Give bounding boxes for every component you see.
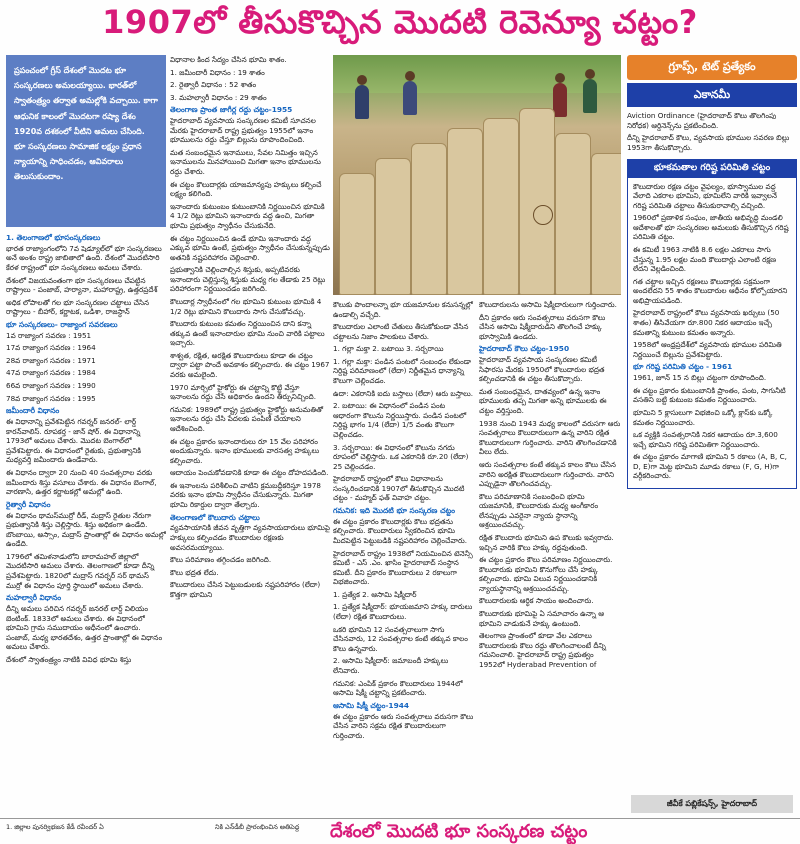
section-heading: ఆసామి షిక్మీ చట్టం-1944 [333, 700, 410, 710]
paragraph: 1. గల్లా మక్తా 2. బటాయి 3. సర్బరాయి [333, 344, 444, 354]
ceiling-act-body [628, 178, 796, 488]
paragraph: 47వ రాజ్యాంగ సవరణ : 1984 [6, 368, 96, 378]
column-2 [170, 55, 330, 602]
paragraph: ఈ విధానం థామస్‌ముర్రో రీడ్, మద్రాస్ రైతుల నేరుగా ప్రభుత్వానికి శిస్తు చెల్లిస్తారు. శిస్తు అధికంగా ఉండేది. బొంబాయి, అస్సాం, మద్రాస్ ప్రాంతాల్లో ఈ విధానం అమల్లో ఉండేది. [6, 510, 166, 549]
bullet-point: ఈ చట్టం ప్రకారం మాగాణి భూమిని 5 రకాలు (A, B, C, D, E)గా మెట్ట భూమిని మూడు రకాలు (F, G, H)గా వర్గీకరించారు. [633, 452, 787, 481]
paragraph: 3. సర్బరాయి: ఈ విధానంలో కౌలును నగదు రూపంలో చెల్లిస్తారు. ఒక ఎకరానికి రూ.20 (లేదా) 25 చెల్లించడం. [333, 442, 469, 471]
paragraph: శాశ్వత, రక్షిత, అరక్షిత కౌలుదారులు కూడా ఈ చట్టం ద్వారా పట్టా పొందే అవకాశం కల్పించారు. ఈ చట్టం 1967 వరకు అమలైంది. [170, 350, 330, 380]
paragraph: 1వ రాజ్యాంగ సవరణ : 1951 [6, 330, 92, 340]
publisher-credit: జీవీకే పబ్లికేషన్స్, హైదరాబాద్ [631, 795, 793, 813]
photo-background [333, 55, 621, 93]
paragraph: అధిక లోపాలతో గల భూ సంస్కరణల చట్టాలు చేసిన రాష్ట్రాలు - బీహార్, కర్ణాటక, ఒడిశా, రాజస్థాన్ [6, 297, 150, 317]
paragraph: ఈ విధానం ద్వారా 20 నుంచి 40 సంవత్సరాల వరకు జమీందారు శిస్తు వసూలు చేశారు. ఈ విధానం బెంగాల్, వారణాసి, ఉత్తర కర్ణాటకల్లో అమల్లో ఉంది. [6, 467, 157, 497]
paragraph: హైదరాబాద్ వ్యవసాయ సంస్కరణల కమిటీ సూచనల మేరకు హైదరాబాద్ రాష్ట్ర ప్రభుత్వం 1955లో ఇనాం భూములను రద్దు చేస్తూ బిల్లును రూపొందించింది. [170, 116, 316, 145]
grain-sack [411, 143, 447, 295]
section-heading: జమీందారీ విధానం [6, 406, 60, 416]
paragraph: 2. రైత్వారీ విధానం : 52 శాతం [170, 80, 257, 90]
paragraph: విధానాల కింద సేద్యం చేసిన భూమి శాతం. [170, 55, 287, 64]
paragraph: కౌలు పరిమాణానికి సంబంధించి భూమి యజమానికి, కౌలుదారుకు మధ్య అంగీకారం లేనప్పుడు ఎవరైనా న్యాయ స్థానాన్ని ఆశ్రయించవచ్చు. [479, 491, 599, 530]
worker-figure [403, 81, 417, 115]
worker-figure [583, 79, 597, 113]
paragraph: తెలంగాణ ప్రాంతంలో కూడా వేల ఎకరాలు కౌలుదారులకు కౌలు రద్దు తొలగించాలంటే దీన్ని గమనించాలి. హైదరాబాద్ రాష్ట్ర ప్రభుత్వం 1952లో Hyderabad Prevention of [479, 631, 606, 669]
paragraph: ఈ చట్టం ప్రకారం కౌలుదార్లకు కౌలు భద్రతను కల్పించారు. కౌలుదారులు స్వీకరించిన భూమి మీదపెట్టిన పెట్టుబడికి నష్టపరిహారం చెల్లించేవారు. [333, 516, 468, 545]
paragraph: గమనిక: 1989లో రాష్ట్ర ప్రభుత్వం హైకోర్టు అనుమతితో ఇనాంలను రద్దు చేసి పేదలకు పంపిణీ చేయాలని ఆదేశించింది. [170, 404, 324, 433]
paragraph: ప్రభుత్వానికి చెల్లించాల్సిన శిస్తుకు, అప్పటివరకు ఇనాందారు చెల్లిస్తున్న శిస్తుకు మధ్య గల తేడాకు 25 రెట్లు పరిహారంగా నిర్ణయించడం జరిగింది. [170, 265, 326, 294]
headline: 1907లో తీసుకొచ్చిన మొదటి రెవెన్యూ చట్టం? [102, 3, 698, 41]
paragraph: 3. మహల్వారీ విధానం : 29 శాతం [170, 92, 267, 102]
column-3a [333, 300, 475, 743]
paragraph: ఆదాయం పెంచుకోవడానికి కూడా ఈ చట్టం దోహదపడింది. [170, 468, 329, 478]
paragraph: 1. ప్రత్యేక షిక్మీదార్: భూయజమాని హక్కు దారులు (లేదా) రక్షిత కౌలుదారులు. [333, 602, 473, 622]
bullet-point: గత చట్టాల ఇచ్చిన రక్షణలు కౌలుదార్లకు సక్రమంగా అందలేదని 55 శాతం కౌలుదారుల ఆధీనం కోల్పోయారని అభిప్రాయపడింది. [633, 276, 788, 305]
paragraph: 1796లో తమిళనాడులోని బారామహల్ జిల్లాలో మొదటిసారి అమలు చేశారు. తెలంగాణలో కూడా దీన్ని ప్రవేశపెట్టారు. 1820లో మద్రాస్ గవర్నర్ సర్ థామస్ ముర్రో ఈ విధానం పూర్తి స్థాయిలో అమలు చేశారు. [6, 551, 155, 590]
paragraph: దేశంలో విజయవంతంగా భూ సంస్కరణలు చేపట్టిన రాష్ట్రాలు - పంజాబ్, హర్యానా, మహారాష్ట్ర, ఉత్తరప్రదేశ్ [6, 275, 158, 295]
paragraph: 28వ రాజ్యాంగ సవరణ : 1971 [6, 355, 96, 365]
paragraph: దీని ప్రకారం ఆరు సంవత్సరాలు వరుసగా కౌలు చేసిన ఆసామి షిక్మీదారుడిని తొలగించే హక్కు భూస్వామికి ఉండదు. [479, 312, 606, 341]
ceiling-act-points [633, 182, 791, 360]
paragraph: 2. బటాయి: ఈ విధానంలో పండిన పంట ఆధారంగా కౌలును నిర్ణయిస్తారు. పండిన పంటలో నిర్దిష్ట భాగం 1/4 (లేదా) 1/5 వంతు కౌలుగా చెల్లించడం. [333, 401, 467, 439]
paragraph: ఈ చట్టం ప్రకారం కౌలు పరిమాణం నిర్ణయించారు. కౌలుదారుకు భూమిని కొనుగోలు చేసే హక్కు కల్పించారు. భూమి విలువ నిర్ణయించడానికి న్యాయస్థానాన్ని ఆశ్రయించవచ్చు. [479, 555, 613, 593]
section-heading: గమనిక: ఇది మొదటి భూ సంస్కరణ చట్టం [333, 505, 456, 515]
paragraph: ఆరు సంవత్సరాల కంటే తక్కువ కాలం కౌలు చేసిన వారిని అరక్షిత కౌలుదారులుగా గుర్తించారు. వారిని ఎప్పుడైనా తొలగించవచ్చు. [479, 459, 616, 489]
column-4 [627, 55, 797, 489]
paragraph: వ్యవసాయానికి జీవన వృత్తిగా వ్యవసాయదారులు భూమిపై హక్కులు కల్పించడం కౌలుదారుల రక్షణకు అవసరమయ్యాయి. [170, 523, 330, 552]
bullet-point: 1961, జూన్ 15 న బిల్లు చట్టంగా రూపొందింది. [633, 373, 767, 383]
grain-sack [375, 158, 411, 295]
paragraph: ఈ చట్టం కౌలుదార్లకు యాజమాన్యపు హక్కులు కల్పించే లక్ష్యం కలిగింది. [170, 179, 322, 199]
paragraph: గమనిక: ఎంపిక్ ప్రకారం కౌలుదారులు 1944లో ఆసామి షిక్మీ చట్టాన్ని ప్రకటించారు. [333, 678, 463, 698]
section-tag-economy: ఎకానమీ [627, 83, 797, 108]
grain-sack [483, 118, 519, 295]
paragraph: ఈ ఇనాంలను పరిశీలించి వాటిని క్రమబద్ధీకరిస్తూ 1978 వరకు ఇనాం భూమి స్వాధీనం చేసుకున్నారు. మిగతా భూమి రికార్డుల ద్వారా తేల్చారు. [170, 480, 321, 509]
paragraph: ఉదా: ఎకరానికి ఐదు బస్తాలు (లేదా) ఆరు బస్తాలు. [333, 388, 474, 398]
paragraph: ఒకరి భూమిని 12 సంవత్సరాలుగా సాగు చేసినవారు, 12 సంవత్సరాల కంటే తక్కువ కాలం కౌలు ఉన్నవారు. [333, 624, 468, 653]
paragraph: ఈ చట్టం నిర్ణయించిన ఉండే భూమి ఇనాందారు వద్ద ఎక్కువ భూమి ఉంటే, ప్రభుత్వం స్వాధీనం చేసుకున్నప్పుడు అతనికి నష్టపరిహారం చెల్లించాలి. [170, 233, 330, 262]
footer-question-2: నికి ఎన్‌డీబీ ప్రారంభించిన అతిపెద్ద [215, 823, 300, 831]
paragraph: హైదరాబాద్ వ్యవసాయ సంస్కరణల కమిటీ సిఫారసు మేరకు 1950లో కౌలుదారుల భద్రత కల్పించడానికి ఈ చట్టం తీసుకొచ్చారు. [479, 355, 605, 384]
grain-sack [591, 153, 621, 295]
worker-head [555, 73, 565, 83]
paragraph: కౌలుదారు కుటుంబ కమతం నిర్ణయించిన దాని కన్నా తక్కువ ఉంటే ఇనాందారుల భూమి నుంచి వారికి పట్టాలు ఇచ్చారు. [170, 319, 325, 348]
paragraph: 17వ రాజ్యాంగ సవరణ : 1964 [6, 343, 96, 353]
grain-sack [555, 133, 591, 295]
paragraph: ఈ విధానాన్ని ప్రవేశపెట్టిన గవర్నర్ జనరల్- లార్డ్ కారన్‌వాలిస్. రూపకర్త - జాన్ షోర్. ఈ విధానాన్ని 1793లో అమలు చేశారు. మొదట బెంగాల్‌లో ప్రవేశపెట్టారు. ఈ విధానంలో రైతుకు, ప్రభుత్వానికి మధ్యవర్తి జమీందారు ఉండేవారు. [6, 417, 142, 465]
worker-figure [355, 85, 369, 119]
paragraph: 1. ప్రత్యేక 2. ఆసామి షిక్మీదార్ [333, 589, 417, 599]
column-1 [6, 55, 166, 667]
paragraph: 2. ఆసామి షిక్మీదార్: జమాబందీ హక్కులు లేనివారు. [333, 656, 449, 675]
column-3b [479, 300, 621, 673]
section-tag-groups: గ్రూప్స్, టెట్ ప్రత్యేకం [627, 55, 797, 80]
paragraph: కౌలుదారులు చేసిన పెట్టుబడులకు నష్టపరిహారం (లేదా) కొత్తగా భూమిని [170, 580, 321, 599]
section-heading: తెలంగాణ ప్రాంత జాగీర్ల రద్దు చట్టం-1955 [170, 105, 293, 115]
paragraph: 1970 మార్చిలో హైకోర్టు ఈ చట్టాన్ని కొట్టి వేస్తూ ఇనాంలను రద్దు చేసే అధికారం ఉందని తీర్పునిచ్చింది. [170, 382, 317, 402]
paragraph: హైదరాబాద్ రాష్ట్రంలో కౌలు విధానాలను సంస్కరించడానికి 1907లో తీసుకొచ్చిన మొదటి చట్టం - మహ్మద్ ఫత్ వివాహ చట్టం. [333, 474, 465, 503]
paragraph: కౌలుకు పొందాలన్నా భూ యజమానుల కనుసన్నల్లో ఉండాల్సి వచ్చేది. [333, 300, 473, 319]
bullet-point: Aviction Ordinance (హైదరాబాద్ కౌలు తొలగింపు నిరోధక) ఆర్డినెన్స్‌ను ప్రకటించింది. [627, 111, 777, 130]
paragraph: 1938 నుంచి 1943 మధ్య కాలంలో వరుసగా ఆరు సంవత్సరాలు కౌలుదారులుగా ఉన్న వారిని రక్షిత కౌలుదారులుగా గుర్తించారు. వారిని తొలగించడానికి వీలు లేదు. [479, 418, 621, 457]
paragraph: భారత రాజ్యాంగంలోని 7వ షెడ్యూల్‌లో భూ సంస్కరణలు అనే అంశం రాష్ట్ర జాబితాలో ఉంది. దేశంలో మొదటిసారి కేరళ రాష్ట్రంలో భూ సంస్కరణలు అమలు చేశారు. [6, 243, 162, 272]
bullet-point: ఈ చట్టం ప్రకారం కుటుంబానికి ప్రాంతం, పంట, సాగునీటి వసతిని బట్టి కుటుంబ కమతం నిర్ణయించారు. [633, 385, 786, 405]
section-heading: భూ సంస్కరణలు- రాజ్యాంగ సవరణలు [6, 319, 118, 329]
paragraph: ఈ చట్టం ప్రకారం ఆరు సంవత్సరాలు వరుసగా కౌలు చేసిన వారిని సక్రమ రక్షిత కౌలుదారులుగా గుర్తించారు. [333, 711, 474, 740]
sack-stamp [533, 205, 553, 225]
grain-sack [519, 108, 555, 295]
paragraph: 78వ రాజ్యాంగ సవరణ : 1995 [6, 393, 96, 403]
paragraph: ఈ చట్టం ప్రకారం ఇనాందారులు రూ 15 వేల పరిహారం అందుకున్నారు. ఇనాం భూములకు వారసత్వ హక్కులు కల్పించారు. [170, 436, 320, 465]
bullet-point: 1958లో ఆంధ్రప్రదేశ్‌లో వ్యవసాయ భూముల పరిమితి నిర్ణయించే బిల్లును ప్రవేశపెట్టారు. [633, 340, 782, 359]
section-heading: తెలంగాణలో కౌలుదారు చట్టాలు [170, 512, 260, 522]
section-heading: హైదరాబాద్ కౌలు చట్టం-1950 [479, 344, 570, 354]
column-1-body [6, 233, 166, 664]
footer-question-1: 1. జిల్లాల పునర్విభజన కేడీ రవీందర్ ఏ [6, 823, 104, 831]
grain-sack [447, 128, 483, 295]
worker-head [585, 69, 595, 79]
paragraph: కౌలు భద్రత లేదు. [170, 567, 219, 577]
bullet-point: కౌలుదారుల రక్షణ చట్టం వైఫల్యం, భూస్వాముల వద్ద వేలాది ఎకరాల భూమిని, భూమిలేని వారికి ఇవ్వాలనే గరిష్ట పరిమితి చట్టాలు తీసుకురావాల్సి వచ్చింది. [633, 181, 777, 210]
paragraph: దేశంలో స్వాతంత్ర్యం నాటికి వివిధ భూమి శిస్తు [6, 654, 132, 664]
worker-head [357, 75, 367, 85]
paragraph: కౌలుదారుల ఎలాంటి చేతులు తీసుకోకుండా వేసిన చట్టాలను నిజాం పాలకులు చేశారు. [333, 322, 469, 341]
ceiling-act-title: భూకమతాల గరిష్ట పరిమితి చట్టం [628, 160, 796, 178]
paragraph: కౌలుదారుకు భూమిపై ఏ సమాచారం ఉన్నా ఆ భూమిని వాడుకునే హక్కు ఉంటుంది. [479, 609, 604, 628]
paragraph: దీన్ని అమలు పరిచిన గవర్నర్ జనరల్ లార్డ్ విలియం బెంటింక్. 1833లో అమలు చేశారు. ఈ విధానంలో భూమిని గ్రామ సముదాయం ఆధీనంలో ఉంచారు. పంజాబ్, మధ్య భారతదేశం, ఉత్తర ప్రాంతాల్లో ఈ విధానం అమలు చేశారు. [6, 603, 163, 652]
paragraph: రక్షిత కౌలుదారు భూమిని ఉప కౌలుకు ఇవ్వరాదు. ఇచ్చిన వారికి కౌలు హక్కు రద్దవుతుంది. [479, 532, 614, 552]
paragraph: కౌలుదారులను ఆసామి షిక్మీదారులుగా గుర్తించారు. [479, 300, 617, 309]
section-heading: మహల్వారీ విధానం [6, 593, 62, 603]
ceiling-act-1961-title: భూ గరిష్ట పరిమితి చట్టం - 1961 [633, 362, 733, 372]
paragraph: 1. గల్లా మక్తా: పండిన పంటలో సంబంధం లేకుండా నిర్దిష్ట పరిమాణంలో (లేదా) నిర్ణీతమైన ధాన్యాన్ని కౌలుగా చెల్లించడం. [333, 356, 472, 386]
bullet-point: హైదరాబాద్ రాష్ట్రంలో కౌలు వ్యవసాయ ఖర్చులు (50 శాతం) తీసివేయగా రూ.800 నికర ఆదాయం ఇచ్చే కమతాన్ని కుటుంబ కమతం అన్నారు. [633, 308, 780, 337]
grain-sack [339, 173, 375, 295]
bullet-point: ఒక వ్యక్తికి సంవత్సరానికి నికర ఆదాయం రూ.3,600 ఇచ్చే భూమిని గరిష్ట పరిమితిగా నిర్ణయించారు. [633, 430, 778, 449]
section-heading: 1. తెలంగాణలో భూసంస్కరణలు [6, 233, 101, 242]
column-4-top [627, 111, 797, 152]
paragraph: హైదరాబాద్ రాష్ట్రం 1938లో నియమించిన టెనెన్సీ కమిటీ - ఎస్ .ఎం. ఖాసిం హైదరాబాద్ సంస్థాన కమిటీ. దీని ప్రకారం కౌలుదారులు 2 రకాలుగా విభజించారు. [333, 548, 473, 587]
paragraph: మత సంబంధమైన, దాతవ్యంలో ఉన్న ఇనాం భూములకు తప్ప మిగతా అన్ని భూములకు ఈ చట్టం వర్తిస్తుంది. [479, 386, 607, 416]
bullet-point: ఈ కమిటీ 1963 నాటికి 8.6 లక్షల ఎకరాలు సాగు చేస్తున్న 1.95 లక్షల మంది కౌలుదార్లు ఎలాంటి రక్షణ లేదని వెల్లడించింది. [633, 245, 777, 274]
section-heading: రైత్వారీ విధానం [6, 499, 51, 509]
farm-photo [333, 55, 621, 295]
ceiling-act-box [627, 159, 797, 489]
paragraph: కౌలు పరిమాణం తగ్గించడం జరిగింది. [170, 555, 272, 565]
ceiling-act-1961-points [633, 373, 791, 481]
footer-headline: దేశంలో మొదటి భూ సంస్కరణ చట్టం [330, 821, 588, 842]
paragraph: 1. జమీందారీ విధానం : 19 శాతం [170, 67, 265, 77]
paragraph: ఇనాందారు కుటుంబం కుటుంబానికి నిర్ణయించిన భూమికి 4 1/2 రెట్లు భూమిని ఇనాందారు వద్ద ఉంచి, మిగతా భూమి ప్రభుత్వం స్వాధీనం చేసుకునేది. [170, 201, 325, 230]
worker-figure [553, 83, 567, 117]
worker-head [405, 71, 415, 81]
bullet-point: 1960లో ప్రణాళిక సంఘం, జాతీయ అభివృద్ధి మండలి ఆదేశాలతో భూ సంస్కరణల అమలుకు తీసుకొచ్చిన గరిష్ట పరిమితి చట్టం. [633, 213, 789, 242]
bullet-point: భూమిని 5 క్లాసులుగా విభజించి ఒక్కో క్లాస్‌కు ఒక్కో కమతం నిర్ణయించారు. [633, 407, 773, 427]
intro-box: ప్రపంచంలో గ్రీస్ దేశంలో మొదట భూ సంస్కరణలు అమలయ్యాయి. భారత్‌లో స్వాతంత్ర్యం తర్వాత అమల్లోకి వచ్చాయి. కాగా ఆధునిక కాలంలో మొదటగా రష్యా దేశం 1920వ దశకంలో వీటిని అమలు చేసింది. భూ సంస్కరణలు సామాజిక లక్ష్యం ప్రధాన న్యాయాన్ని సాధించడం, ఆవివరాలు తెలుసుకుందాం. [6, 55, 166, 227]
paragraph: మత సంబంధమైన ఇనాములు, సేవల నిమిత్తం ఇచ్చిన ఇనాములను మినహాయించి మిగతా ఇనాం భూములను రద్దు చేశారు. [170, 147, 321, 177]
paragraph: 66వ రాజ్యాంగ సవరణ : 1990 [6, 381, 96, 391]
paragraph: కౌలుదార్ల స్వాధీనంలో గల భూమిని కుటుంబ భూమికి 4 1/2 రెట్లు భూమిని కౌలుదారు సాగు చేసుకోవచ్చు. [170, 296, 322, 316]
paragraph: కౌలుదారులకు ఆర్థిక సాయం అందించారు. [479, 596, 594, 606]
footer-strip [0, 818, 800, 844]
bullet-point: దీన్ని హైదరాబాద్ కౌలు, వ్యవసాయ భూముల సవరణ బిల్లు 1953గా తీసుకొచ్చారు. [627, 133, 790, 152]
